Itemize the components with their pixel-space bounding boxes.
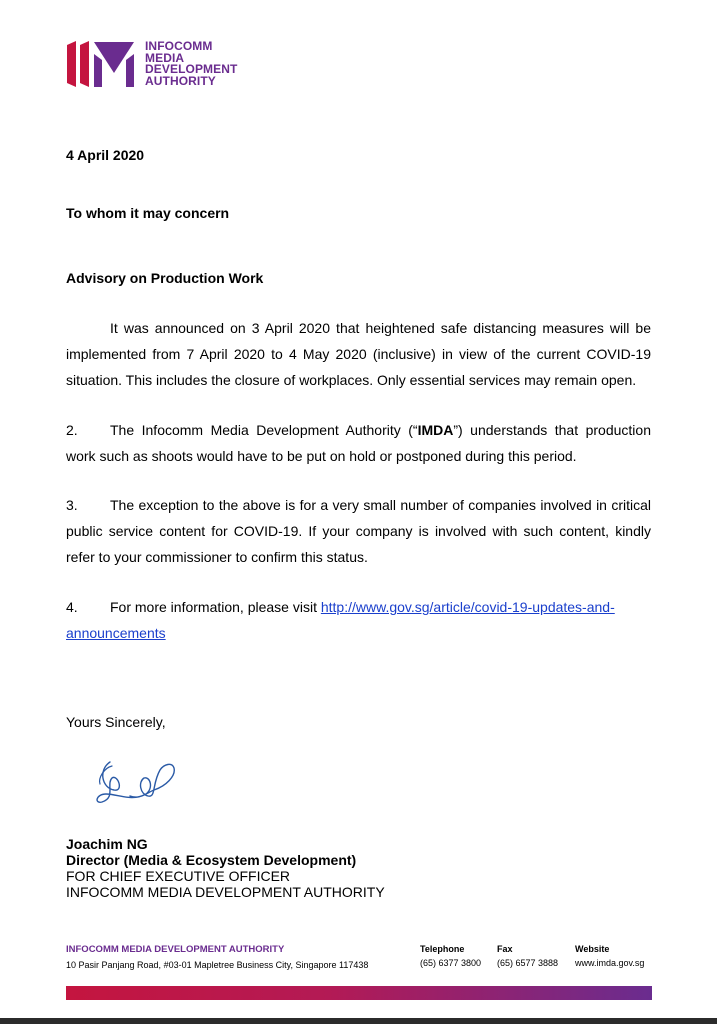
imda-logo-mark-icon [67,41,137,91]
letter-closing: Yours Sincerely, [66,714,166,730]
paragraph-2 [66,417,651,469]
logo-line-2: MEDIA [145,50,185,65]
signer-name: Joachim NG [66,836,148,852]
footer-organization: INFOCOMM MEDIA DEVELOPMENT AUTHORITY [66,944,285,955]
logo-wordmark [145,41,237,87]
footer-color-bar [66,986,652,1000]
paragraph-4-text: For more information, please visit [110,599,321,615]
footer-telephone-value: (65) 6377 3800 [420,958,482,968]
paragraph-2-text-bold: IMDA [417,422,454,438]
letter-subject: Advisory on Production Work [66,270,264,286]
logo-line-4: AUTHORITY [145,73,216,88]
footer-telephone-label: Telephone [420,944,465,954]
page-bottom-edge [0,1018,717,1024]
logo-line-1: INFOCOMM [145,39,213,53]
letter-date: 4 April 2020 [66,147,145,163]
paragraph-1 [66,315,651,393]
paragraph-4-number: 4. [66,599,78,615]
covid-updates-link[interactable]: http://www.gov.sg/article/covid-19-updates-and-announcements [66,599,615,641]
paragraph-1-text: It was announced on 3 April 2020 that heightened safe distancing measures will be implemented from 7 April 2020 to 4 May 2020 (inclusive) in view of the current COVID-19 situation. This includes the closure of workplaces. Only essential services may remain open. [66,320,651,388]
imda-logo [67,41,267,91]
paragraph-4 [66,594,651,646]
footer-address: 10 Pasir Panjang Road, #03-01 Mapletree Business City, Singapore 117438 [66,960,369,970]
paragraph-3-text: The exception to the above is for a very small number of companies involved in critical public service content for COVID-19. If your company is involved with such content, kindly refer to your commissioner to confirm this status. [66,497,651,565]
letter-salutation: To whom it may concern [66,205,230,221]
signature [92,754,182,821]
signer-organization: INFOCOMM MEDIA DEVELOPMENT AUTHORITY [66,884,385,900]
footer-fax [497,944,558,968]
paragraph-2-text-post: ”) understands that production work such as shoots would have to be put on hold or postponed during this period. [66,422,651,464]
paragraph-3 [66,492,651,570]
signer-block [66,836,385,900]
paragraph-3-number: 3. [66,497,78,513]
paragraph-2-text-pre: The Infocomm Media Development Authority (“ [110,422,418,438]
footer-website-label: Website [575,944,610,954]
signer-for: FOR CHIEF EXECUTIVE OFFICER [66,868,291,884]
paragraph-2-number: 2. [66,422,78,438]
logo-line-3: DEVELOPMENT [145,62,238,76]
footer-website [575,944,644,968]
footer-fax-value: (65) 6577 3888 [497,958,559,968]
signer-title: Director (Media & Ecosystem Development) [66,852,357,868]
handwritten-signature-icon [92,754,182,816]
footer-telephone [420,944,481,968]
footer-fax-label: Fax [497,944,513,954]
footer-website-value: www.imda.gov.sg [575,958,645,968]
